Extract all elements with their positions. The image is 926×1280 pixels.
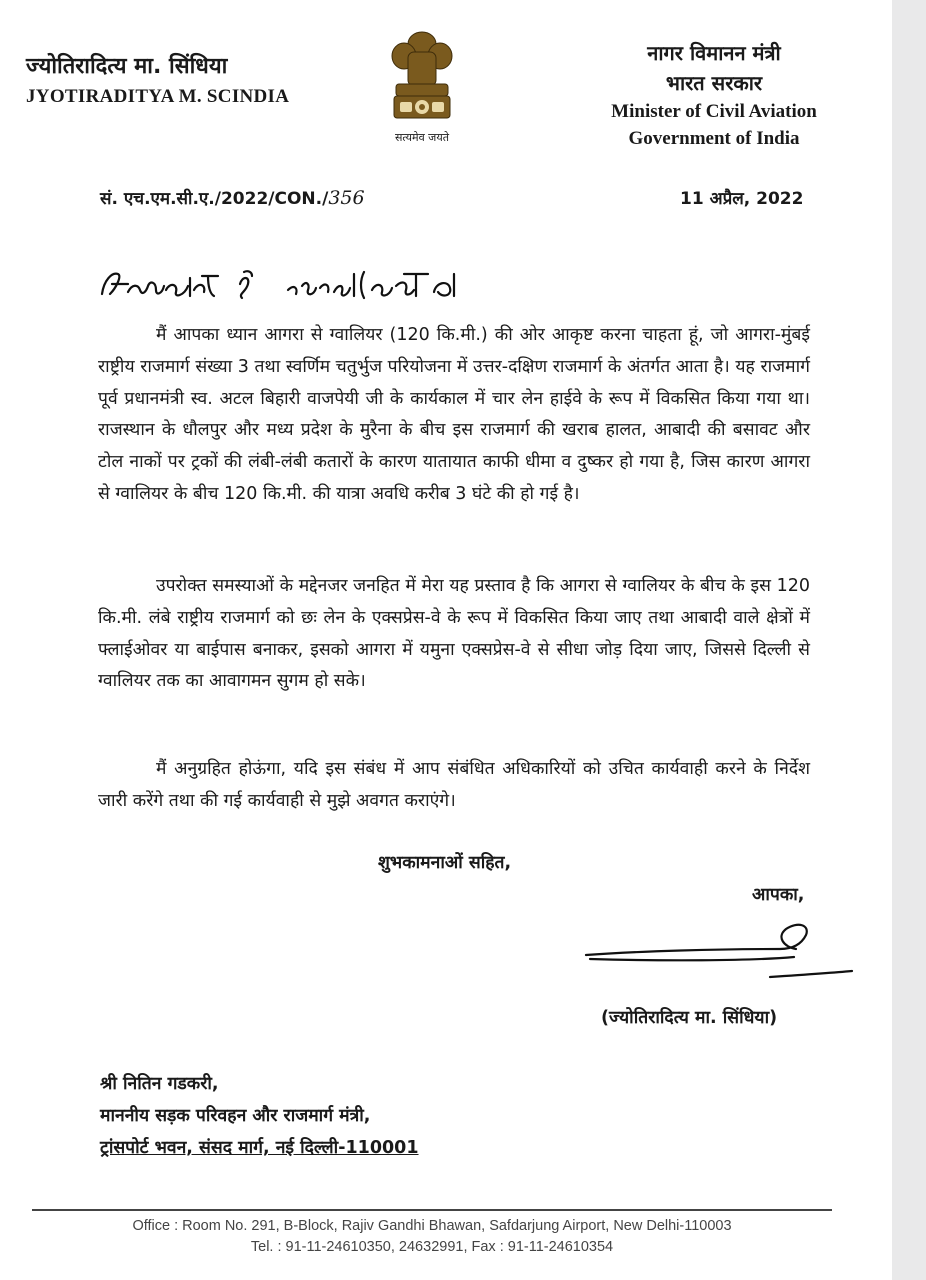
- letterhead-footer: [0, 1216, 864, 1258]
- reference-number: [100, 186, 365, 209]
- page-edge: [892, 0, 926, 1280]
- letter-date: 11 अप्रैल, 2022: [680, 189, 804, 209]
- reference-prefix: सं. एच.एम.सी.ए./2022/CON./: [100, 189, 329, 209]
- footer-divider: [32, 1209, 832, 1211]
- office-govt-english: Government of India: [628, 128, 800, 149]
- state-emblem: [372, 28, 472, 145]
- office-title-english: Minister of Civil Aviation: [611, 101, 817, 122]
- recipient-address: [100, 1068, 419, 1164]
- sender-name-english: JYOTIRADITYA M. SCINDIA: [26, 86, 290, 107]
- emblem-motto: सत्यमेव जयते: [394, 131, 449, 144]
- office-block: [584, 38, 844, 152]
- sender-name-hindi: ज्योतिरादित्य मा. सिंधिया: [26, 54, 228, 79]
- recipient-title: माननीय सड़क परिवहन और राजमार्ग मंत्री,: [100, 1106, 371, 1126]
- recipient-address-line: ट्रांसपोर्ट भवन, संसद मार्ग, नई दिल्ली-110001: [100, 1138, 419, 1158]
- body-paragraph-2: उपरोक्त समस्याओं के मद्देनजर जनहित में मेरा यह प्रस्ताव है कि आगरा से ग्वालियर के बीच के इस 120 कि.मी. लंबे राष्ट्रीय राजमार्ग को छः लेन के एक्सप्रेस-वे के रूप में विकसित किया जाए तथा आबादी वाले क्षेत्रों में फ्लाईओवर या बाईपास बनाकर, इसको आगरा में यमुना एक्सप्रेस-वे से सीधा जोड़ दिया जाए, जिससे दिल्ली से ग्वालियर तक का आवागमन सुगम हो सके।: [98, 576, 810, 692]
- sender-block: [26, 50, 289, 108]
- signature-icon: [580, 915, 860, 995]
- body-paragraph-1: मैं आपका ध्यान आगरा से ग्वालियर (120 कि.मी.) की ओर आकृष्ट करना चाहता हूं, जो आगरा-मुंबई राष्ट्रीय राजमार्ग संख्या 3 तथा स्वर्णिम चतुर्भुज परियोजना में उत्तर-दक्षिण राजमार्ग के अंतर्गत आता है। यह राजमार्ग पूर्व प्रधानमंत्री स्व. अटल बिहारी वाजपेयी जी के कार्यकाल में चार लेन हाईवे के रूप में विकसित किया गया था। राजस्थान के धौलपुर और मध्य प्रदेश के मुरैना के बीच इस राजमार्ग की खराब हालत, आबादी की बसावट और टोल नाकों पर ट्रकों की लंबी-लंबी कतारों के कारण यातायात काफी धीमा व दुष्कर हो गया है, जिस कारण आगरा से ग्वालियर के बीच 120 कि.मी. की यात्रा अवधि करीब 3 घंटे की हो गई है।: [98, 325, 810, 504]
- recipient-name: श्री नितिन गडकरी,: [100, 1074, 219, 1094]
- office-title-hindi: नागर विमानन मंत्री: [647, 41, 781, 65]
- office-govt-hindi: भारत सरकार: [665, 71, 763, 95]
- footer-contact: Tel. : 91-11-24610350, 24632991, Fax : 91-11-24610354: [250, 1239, 614, 1255]
- handwritten-salutation: [98, 262, 498, 308]
- signatory-name: (ज्योतिरादित्य मा. सिंधिया): [601, 1008, 778, 1028]
- reference-handwritten-number: 356: [328, 187, 365, 209]
- closing-greeting: शुभकामनाओं सहित,: [378, 853, 512, 873]
- lion-capital-icon: [386, 28, 458, 128]
- body-paragraph-3: मैं अनुग्रहित होऊंगा, यदि इस संबंध में आप संबंधित अधिकारियों को उचित कार्यवाही करने के निर्देश जारी करेंगे तथा की गई कार्यवाही से मुझे अवगत कराएंगे।: [98, 759, 810, 811]
- footer-office-address: Office : Room No. 291, B-Block, Rajiv Gandhi Bhawan, Safdarjung Airport, New Delhi-110003: [132, 1218, 732, 1234]
- yours-sincerely: आपका,: [752, 885, 805, 905]
